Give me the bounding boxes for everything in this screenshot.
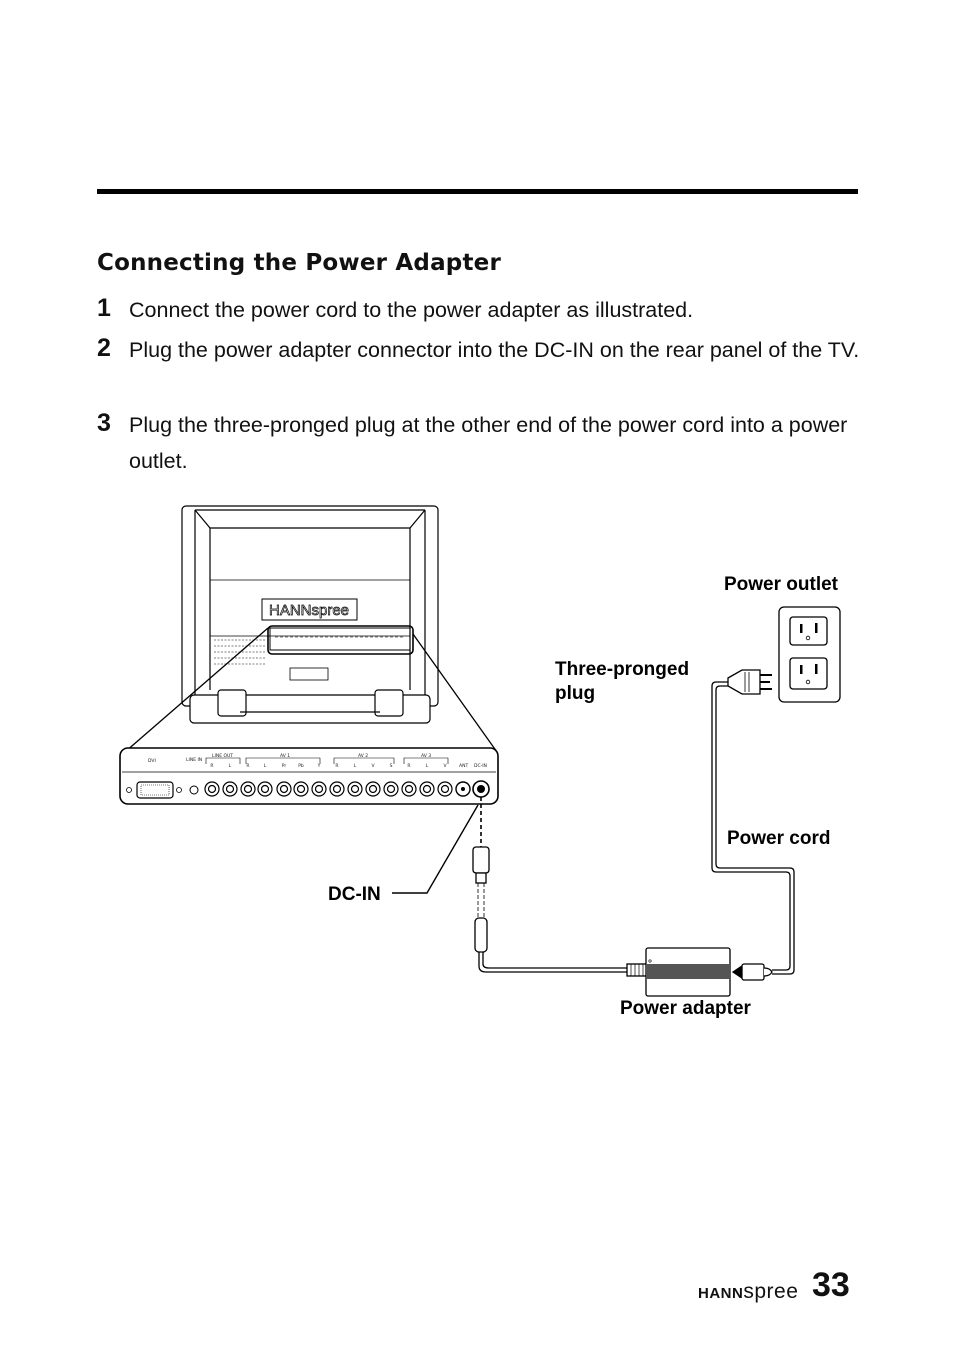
panel-label-ant: ANT — [459, 764, 469, 769]
label-dc-in: DC-IN — [328, 884, 381, 905]
step-number: 3 — [97, 409, 111, 437]
step-text: Plug the power adapter connector into the DC-IN on the rear panel of the TV. — [129, 338, 860, 362]
panel-label-av3: AV 3 — [421, 754, 432, 759]
power-outlet-illustration — [779, 607, 840, 702]
jack-label: Y — [317, 764, 321, 769]
jack-label: L — [263, 764, 267, 769]
jack-label: S — [389, 764, 393, 769]
jack-label: R — [335, 764, 339, 769]
step-number: 2 — [97, 334, 111, 362]
step-text: Plug the three-pronged plug at the other end of the power cord into a power outlet. — [129, 413, 848, 473]
panel-label-dcin: DC-IN — [474, 764, 487, 769]
label-power-outlet: Power outlet — [724, 574, 839, 595]
label-power-cord: Power cord — [727, 828, 831, 849]
panel-label-line-in: LINE IN — [186, 758, 203, 763]
jack-label: R — [407, 764, 411, 769]
panel-label-av1: AV 1 — [280, 754, 291, 759]
jack-label: V — [443, 764, 447, 769]
dc-cable — [473, 797, 647, 976]
panel-label-dvi: DVI — [148, 759, 156, 764]
jack-label: Pr — [281, 764, 287, 769]
jack-label: R — [246, 764, 250, 769]
label-three-pronged: Three-pronged — [555, 659, 690, 680]
panel-label-line-out: LINE OUT — [212, 754, 234, 759]
step-number: 1 — [97, 294, 111, 322]
step-text: Connect the power cord to the power adapter as illustrated. — [129, 298, 694, 322]
tv-logo: HANNspree — [268, 602, 350, 619]
jack-label: V — [371, 764, 375, 769]
section-title: Connecting the Power Adapter — [97, 250, 502, 276]
panel-label-av2: AV 2 — [358, 754, 369, 759]
page-number: 33 — [812, 1266, 850, 1304]
power-cord — [712, 670, 794, 980]
jack-label: L — [353, 764, 357, 769]
connector-panel — [120, 748, 498, 804]
footer-brand-logo — [698, 1280, 798, 1304]
jack-label: R — [210, 764, 214, 769]
jack-label: Pb — [298, 764, 304, 769]
brand-bold: HANN — [698, 1285, 744, 1302]
dc-in-leader-line — [392, 805, 478, 893]
label-power-adapter: Power adapter — [620, 998, 751, 1019]
jack-label: L — [425, 764, 429, 769]
power-adapter-illustration — [646, 948, 730, 996]
jack-label: L — [228, 764, 232, 769]
label-plug: plug — [555, 683, 596, 704]
brand-light: spree — [743, 1280, 799, 1303]
